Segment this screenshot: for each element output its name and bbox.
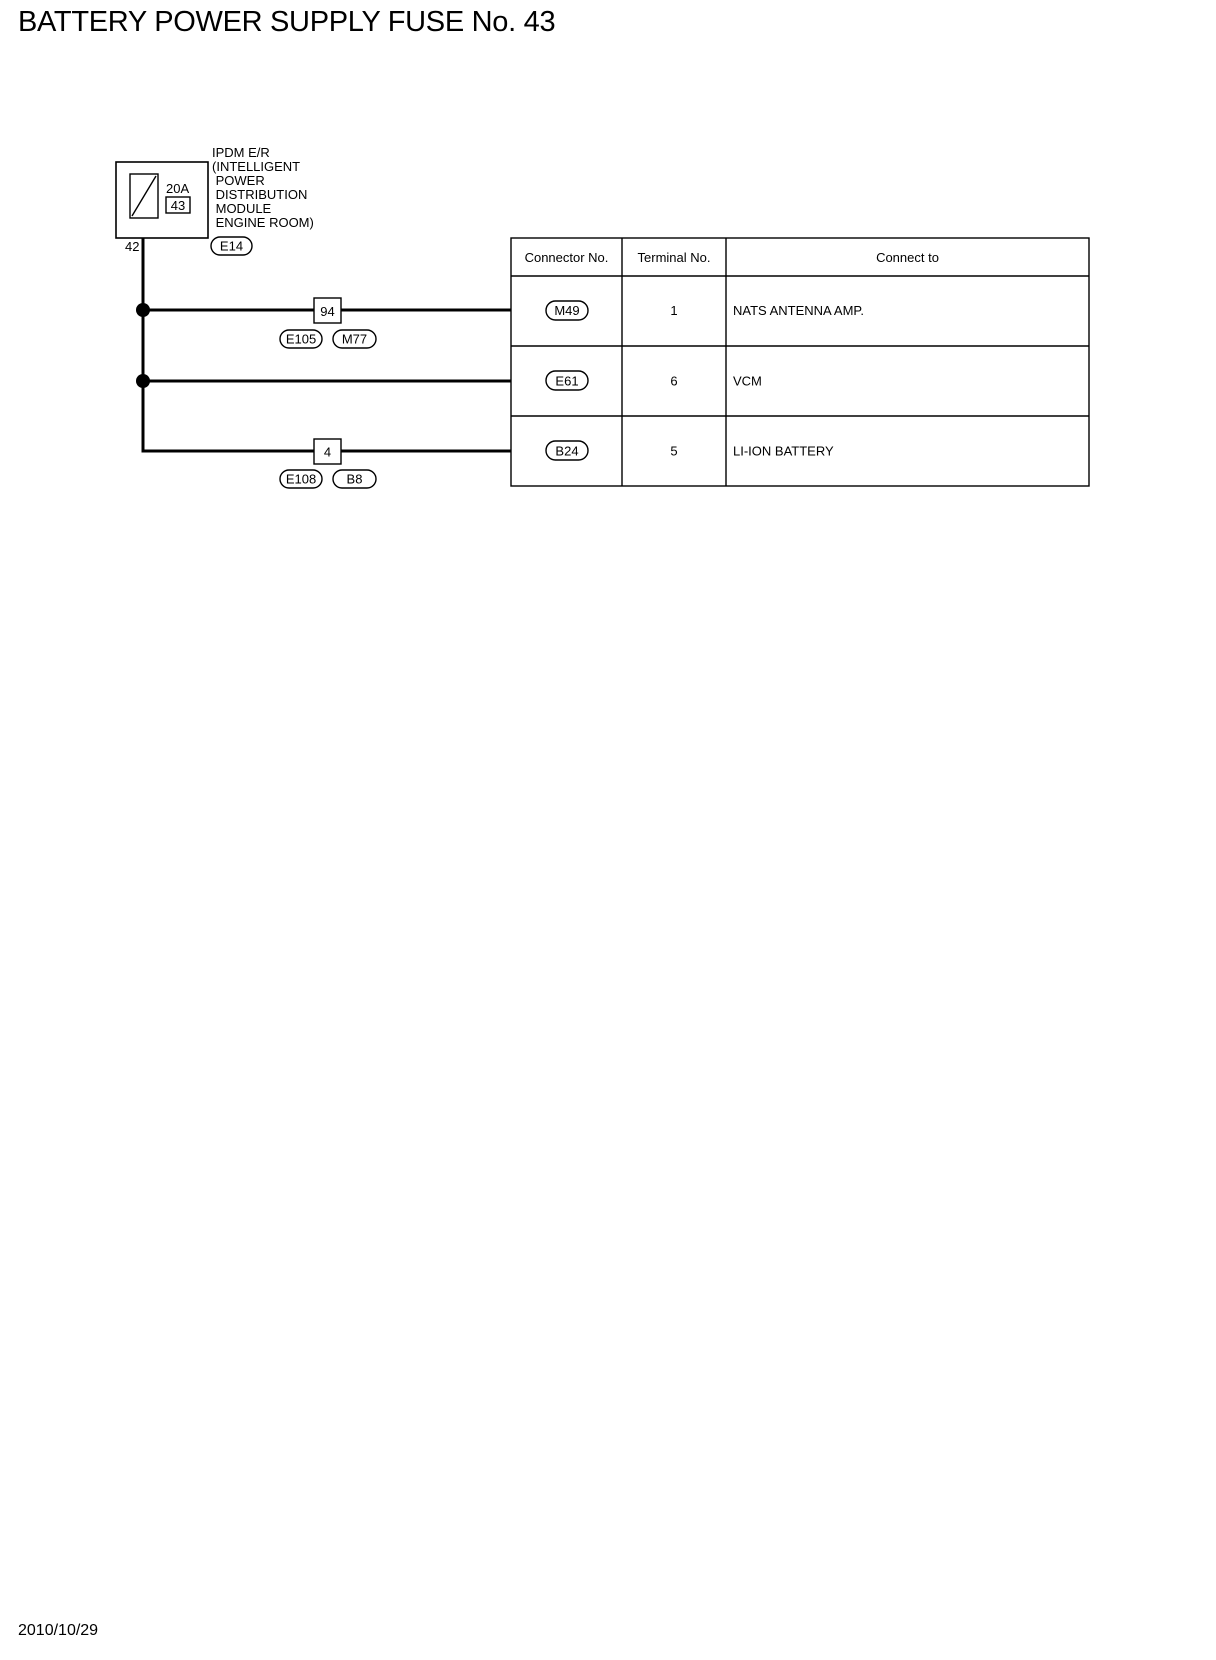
connection-table xyxy=(511,238,1089,486)
table-cell-connect-to: NATS ANTENNA AMP. xyxy=(733,303,865,318)
fuse-rating: 20A xyxy=(166,181,190,196)
ipdm-name-line: (INTELLIGENT xyxy=(212,159,300,174)
fuse-number: 43 xyxy=(170,198,186,213)
table-cell-terminal: 5 xyxy=(670,443,678,459)
page-title: BATTERY POWER SUPPLY FUSE No. 43 xyxy=(18,6,556,38)
table-header: Connector No. xyxy=(524,250,609,265)
table-cell-terminal: 1 xyxy=(670,303,678,318)
table-cell-connector: M49 xyxy=(554,303,580,318)
ipdm-terminal-label: 42 xyxy=(125,239,140,254)
junction-connector-label: M77 xyxy=(341,331,368,347)
fuse-icon xyxy=(132,176,156,216)
table-cell-connector: B24 xyxy=(555,443,579,459)
ipdm-connector-label: E14 xyxy=(219,238,244,254)
junction-connector-label: E105 xyxy=(285,331,317,347)
splice-point xyxy=(136,303,150,317)
junction-connector-label: E108 xyxy=(285,471,317,487)
ipdm-name-line: POWER xyxy=(212,173,265,188)
ipdm-name-line: ENGINE ROOM) xyxy=(212,215,314,230)
ipdm-name-line: IPDM E/R xyxy=(212,145,270,160)
junction-connector-label: B8 xyxy=(346,471,363,487)
table-cell-connector: E61 xyxy=(555,373,579,389)
junction-terminal-label: 94 xyxy=(320,304,335,319)
ipdm-name-line: DISTRIBUTION xyxy=(212,187,308,202)
ipdm-name xyxy=(212,145,314,230)
junction-terminal-label: 4 xyxy=(323,444,332,460)
table-cell-terminal: 6 xyxy=(670,373,678,389)
ipdm-name-line: MODULE xyxy=(212,201,272,216)
table-cell-connect-to: VCM xyxy=(733,373,762,389)
splice-point xyxy=(136,374,150,388)
table-header: Connect to xyxy=(876,250,939,265)
table-cell-connect-to: LI-ION BATTERY xyxy=(733,443,834,459)
footer-date: 2010/10/29 xyxy=(18,1622,99,1639)
table-header: Terminal No. xyxy=(637,250,711,265)
